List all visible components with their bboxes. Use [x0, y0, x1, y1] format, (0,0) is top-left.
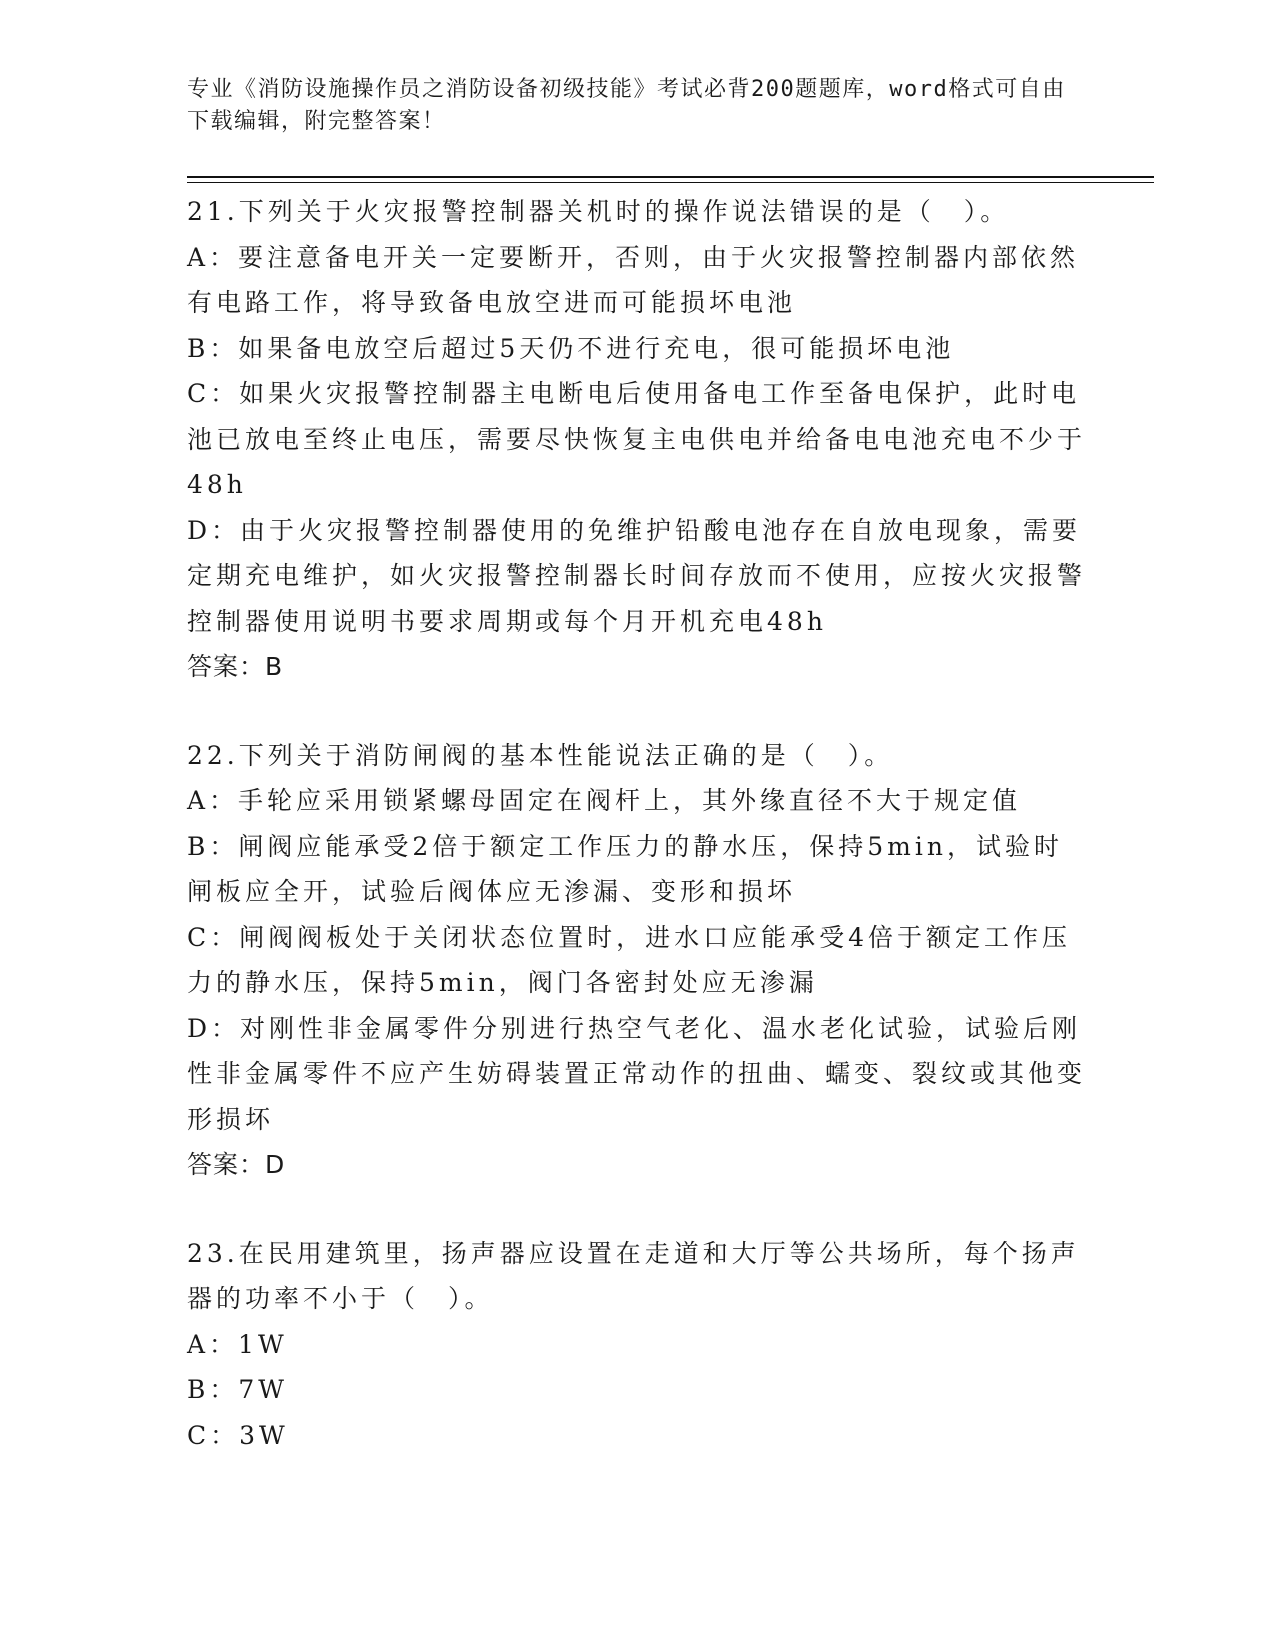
option-b: B：7W [187, 1375, 288, 1404]
question-22 [187, 733, 1087, 1188]
question-21 [187, 189, 1087, 690]
option-b: B：闸阀应能承受2倍于额定工作压力的静水压，保持5min，试验时闸板应全开，试验后阀体应无渗漏、变形和损坏 [187, 831, 1063, 906]
option-a: A：1W [187, 1329, 288, 1359]
option-c: C：3W [187, 1420, 289, 1450]
question-stem: 22.下列关于消防闸阀的基本性能说法正确的是（ ）。 [187, 740, 894, 770]
question-list [187, 189, 1087, 1501]
header-divider-thick [187, 176, 1154, 178]
question-23 [187, 1231, 1087, 1459]
answer-label: 答案：D [187, 1150, 286, 1179]
option-b: B：如果备电放空后超过5天仍不进行充电，很可能损坏电池 [187, 333, 955, 363]
option-c: C：闸阀阀板处于关闭状态位置时，进水口应能承受4倍于额定工作压力的静水压，保持5min，阀门各密封处应无渗漏 [187, 922, 1072, 997]
question-stem: 23.在民用建筑里，扬声器应设置在走道和大厅等公共场所，每个扬声器的功率不小于（ ）。 [187, 1238, 1080, 1313]
option-a: A：手轮应采用锁紧螺母固定在阀杆上，其外缘直径不大于规定值 [187, 786, 1022, 815]
option-d: D：由于火灾报警控制器使用的免维护铅酸电池存在自放电现象，需要定期充电维护，如火灾报警控制器长时间存放而不使用，应按火灾报警控制器使用说明书要求周期或每个月开机充电48h [187, 515, 1087, 636]
header-divider-thin [187, 182, 1154, 183]
option-c: C：如果火灾报警控制器主电断电后使用备电工作至备电保护，此时电池已放电至终止电压，需要尽快恢复主电供电并给备电电池充电不少于48h [187, 379, 1087, 499]
question-stem: 21.下列关于火灾报警控制器关机时的操作说法错误的是（ ）。 [187, 197, 1010, 226]
option-a: A：要注意备电开关一定要断开，否则，由于火灾报警控制器内部依然有电路工作，将导致备电放空进而可能损坏电池 [187, 242, 1080, 317]
answer-label: 答案：B [187, 652, 284, 681]
option-d: D：对刚性非金属零件分别进行热空气老化、温水老化试验，试验后刚性非金属零件不应产生妨碍装置正常动作的扭曲、蠕变、裂纹或其他变形损坏 [187, 1013, 1087, 1134]
document-header: 专业《消防设施操作员之消防设备初级技能》考试必背200题题库，word格式可自由下载编辑，附完整答案！ [187, 77, 1066, 134]
